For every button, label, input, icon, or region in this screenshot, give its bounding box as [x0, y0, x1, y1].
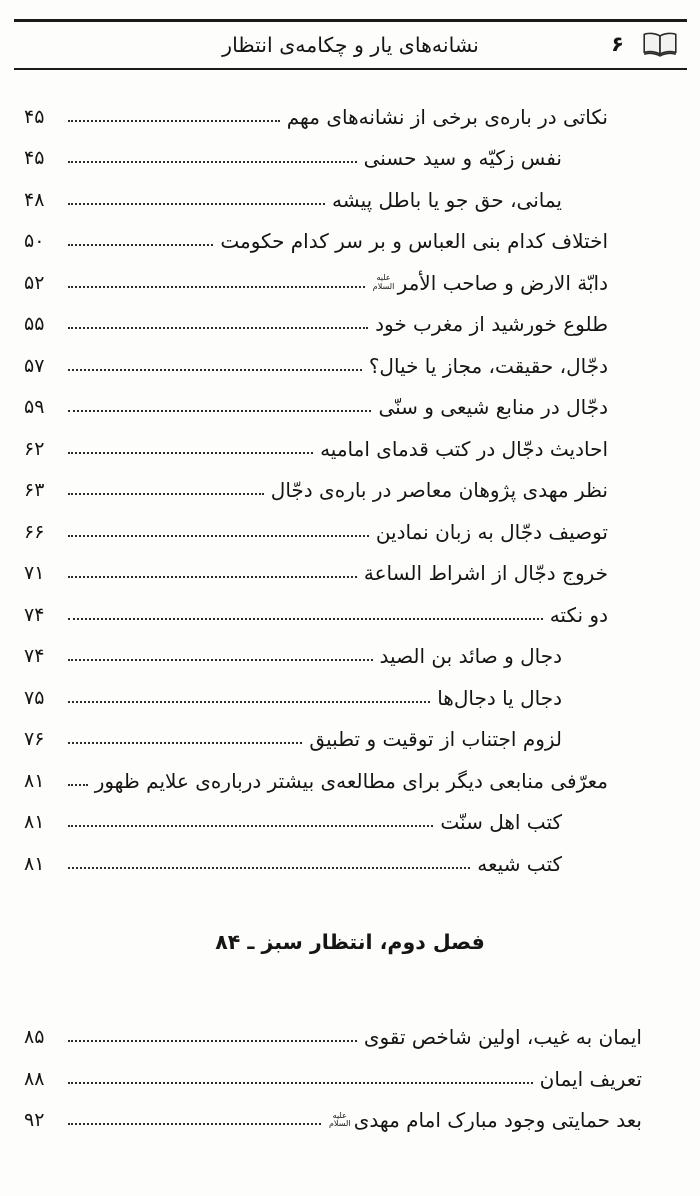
toc-entry [24, 221, 608, 263]
dot-leader [68, 452, 313, 454]
toc-entry [24, 760, 608, 802]
toc-page-number: ۸۸ [24, 1067, 45, 1090]
toc-page-number: ۶۶ [24, 520, 45, 543]
honorific-mark: علیه السلام [328, 1110, 351, 1129]
toc-page-number: ۵۵ [24, 313, 45, 336]
dot-leader [68, 701, 430, 703]
toc-page-number: ۷۴ [24, 603, 45, 626]
toc-entry [24, 470, 608, 512]
toc-page-number: ۵۷ [24, 354, 45, 377]
open-book-icon [641, 31, 679, 59]
dot-leader [68, 120, 280, 122]
toc-entry [24, 1058, 642, 1100]
toc-page-number: ۶۲ [24, 437, 45, 460]
dot-leader [68, 535, 369, 537]
dot-leader [68, 742, 302, 744]
dot-leader [68, 825, 433, 827]
dot-leader [68, 659, 373, 661]
toc-entry-title: لزوم اجتناب از توقیت و تطبیق [309, 727, 562, 752]
dot-leader [68, 327, 368, 329]
toc-entry-title: دجال و صائد بن الصید [379, 644, 562, 669]
toc-page-number: ۸۱ [24, 852, 45, 875]
toc-page-number: ۶۳ [24, 479, 45, 502]
dot-leader [68, 867, 470, 869]
toc-entry-title: دو نکته [549, 602, 608, 627]
toc-entry [24, 636, 608, 678]
toc-entry-title: معرّفی منابعی دیگر برای مطالعه‌ی بیشتر درباره‌ی علایم ظهور [94, 768, 608, 793]
toc-entry [24, 96, 608, 138]
toc-entry [24, 719, 608, 761]
dot-leader [68, 410, 371, 412]
toc-entry-title: طلوع خورشید از مغرب خود [375, 312, 608, 337]
toc-page-number: ۷۵ [24, 686, 45, 709]
toc-entry [24, 594, 608, 636]
toc-entry-title: دابّة الارض و صاحب الأمر [397, 270, 608, 295]
toc-page-number: ۵۹ [24, 396, 45, 419]
toc-page-number: ۴۸ [24, 188, 45, 211]
toc-entry [24, 345, 608, 387]
toc-entry [24, 553, 608, 595]
toc-entry [24, 304, 608, 346]
toc-entry-title: تعریف ایمان [539, 1066, 642, 1091]
toc-entry-title: نکاتی در باره‌ی برخی از نشانه‌های مهم [286, 104, 608, 129]
dot-leader [68, 1040, 357, 1042]
toc-page-number: ۹۲ [24, 1109, 45, 1132]
dot-leader [68, 576, 357, 578]
toc-page-number: ۵۲ [24, 271, 45, 294]
toc-entry [24, 138, 608, 180]
toc-list-section1 [24, 96, 608, 885]
toc-entry-title: دجّال، حقیقت، مجاز یا خیال؟ [368, 353, 608, 378]
toc-entry-title: خروج دجّال از اشراط الساعة [363, 561, 608, 586]
toc-page-number: ۸۱ [24, 769, 45, 792]
toc-entry [24, 179, 608, 221]
toc-entry-title: توصیف دجّال به زبان نمادین [375, 519, 608, 544]
toc-entry [24, 387, 608, 429]
toc-entry [24, 262, 608, 304]
dot-leader [68, 161, 357, 163]
toc-entry [24, 1100, 642, 1142]
toc-page-number: ۷۱ [24, 562, 45, 585]
toc-page-number: ۸۵ [24, 1026, 45, 1049]
dot-leader [68, 244, 213, 246]
toc-entry-title: نظر مهدی پژوهان معاصر در باره‌ی دجّال [270, 478, 608, 503]
honorific-mark: علیه السلام [372, 273, 395, 291]
toc-entry [24, 511, 608, 553]
toc-entry [24, 1017, 642, 1059]
page-number: ۶ [611, 32, 624, 56]
dot-leader [68, 1082, 533, 1084]
toc-list-section2 [24, 1017, 642, 1142]
running-title: نشانه‌های یار و چکامه‌ی انتظار [222, 33, 479, 57]
toc-page-number: ۴۵ [24, 147, 45, 170]
dot-leader [68, 203, 325, 205]
dot-leader [68, 286, 365, 288]
toc-entry-title: احادیث دجّال در کتب قدمای امامیه [320, 436, 608, 461]
toc-entry-title: ایمان به غیب، اولین شاخص تقوی [363, 1025, 642, 1050]
toc-entry-title: نفس زکیّه و سید حسنی [363, 146, 562, 171]
toc-entry-title: کتب شیعه [477, 851, 562, 876]
page-header [14, 19, 687, 70]
toc-page-number: ۷۴ [24, 645, 45, 668]
dot-leader [68, 784, 88, 786]
toc-page-number: ۴۵ [24, 105, 45, 128]
dot-leader [68, 1123, 321, 1125]
toc-entry-title: یمانی، حق جو یا باطل پیشه [332, 187, 562, 212]
toc-entry-title: اختلاف کدام بنی العباس و بر سر کدام حکومت [220, 229, 608, 254]
toc-page-number: ۷۶ [24, 728, 45, 751]
toc-entry [24, 677, 608, 719]
toc-entry [24, 843, 608, 885]
header-right-group [611, 31, 679, 59]
toc-entry-title: بعد حمایتی وجود مبارک امام مهدی [353, 1108, 642, 1133]
toc-page-number: ۵۰ [24, 230, 45, 253]
chapter-heading: فصل دوم، انتظار سبز ـ ۸۴ [215, 929, 485, 954]
toc-entry-title: دجّال در منابع شیعی و سنّی [378, 395, 608, 420]
toc-entry [24, 428, 608, 470]
toc-entry-title: کتب اهل سنّت [440, 810, 562, 835]
dot-leader [68, 369, 362, 371]
toc-page-number: ۸۱ [24, 811, 45, 834]
dot-leader [68, 493, 264, 495]
scanned-toc-page [0, 19, 700, 1196]
toc-entry-title: دجال یا دجال‌ها [437, 685, 562, 710]
toc-entry [24, 802, 608, 844]
dot-leader [68, 618, 543, 620]
